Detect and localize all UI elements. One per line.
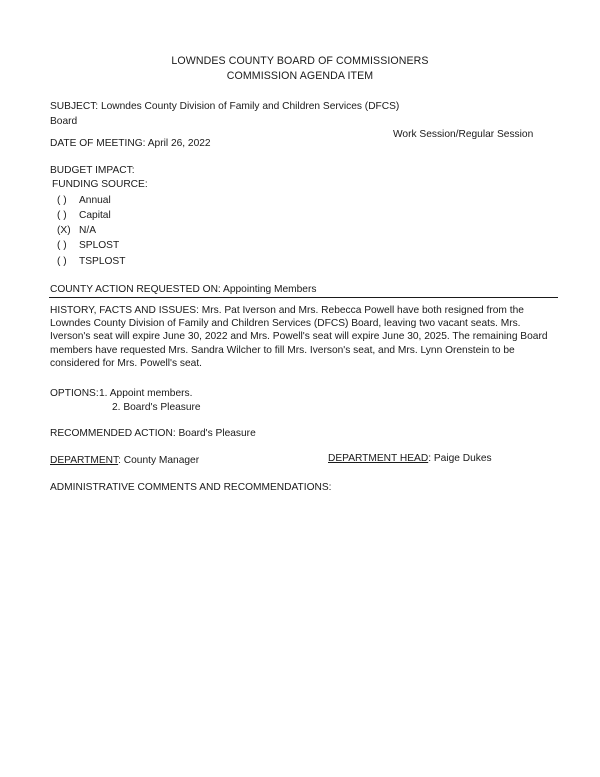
funding-option-label: Annual: [79, 195, 111, 206]
department-head-value: : Paige Dukes: [428, 453, 492, 464]
funding-mark: ( ): [57, 256, 67, 267]
administrative-comments: ADMINISTRATIVE COMMENTS AND RECOMMENDATIONS:: [50, 482, 332, 493]
department-head-label: DEPARTMENT HEAD: [328, 453, 429, 464]
county-action-requested: COUNTY ACTION REQUESTED ON: Appointing Members: [50, 284, 317, 295]
option-item-2: 2. Board's Pleasure: [112, 402, 201, 413]
budget-impact-label: BUDGET IMPACT:: [50, 165, 135, 176]
funding-mark: ( ): [57, 240, 67, 251]
department-label: DEPARTMENT: [50, 455, 119, 466]
funding-source-label: FUNDING SOURCE:: [52, 179, 148, 190]
recommended-action: RECOMMENDED ACTION: Board's Pleasure: [50, 428, 256, 439]
session-type: Work Session/Regular Session: [393, 129, 534, 140]
funding-mark: (X): [57, 225, 71, 236]
department: [50, 455, 199, 466]
agency-title: LOWNDES COUNTY BOARD OF COMMISSIONERS: [171, 55, 429, 67]
option-item-1: 1. Appoint members.: [99, 388, 193, 399]
subject-line-1: SUBJECT: Lowndes County Division of Family and Children Services (DFCS): [50, 101, 400, 112]
funding-option-na: [57, 225, 96, 236]
funding-option-label: SPLOST: [79, 240, 120, 251]
funding-option-label: TSPLOST: [79, 256, 126, 267]
funding-option-annual: [57, 195, 111, 206]
department-head: [328, 453, 492, 464]
funding-mark: ( ): [57, 210, 67, 221]
funding-option-tsplost: [57, 256, 125, 267]
funding-option-label: Capital: [79, 210, 111, 221]
funding-mark: ( ): [57, 195, 67, 206]
subject-line-2: Board: [50, 116, 78, 127]
options-label: OPTIONS:: [50, 388, 99, 399]
funding-option-splost: [57, 240, 119, 251]
funding-option-capital: [57, 210, 111, 221]
meeting-date: DATE OF MEETING: April 26, 2022: [50, 138, 211, 149]
document-title: COMMISSION AGENDA ITEM: [226, 70, 374, 82]
history-facts-issues: HISTORY, FACTS AND ISSUES: Mrs. Pat Iverson and Mrs. Rebecca Powell have both resigned from the Lowndes County Division of Family and Children Services (DFCS) Board, leaving two vacant seats. Mrs. Iverson's seat will expire June 30, 2022 and Mrs. Powell's seat will expire June 30, 2025. The remaining Board members have requested Mrs. Sandra Wilcher to fill Mrs. Iverson's seat, and Mrs. Lynn Orenstein to be considered for Mrs. Powell's seat.: [50, 305, 548, 369]
department-value: : County Manager: [118, 455, 200, 466]
section-divider: [49, 297, 558, 298]
funding-option-label: N/A: [79, 225, 96, 236]
